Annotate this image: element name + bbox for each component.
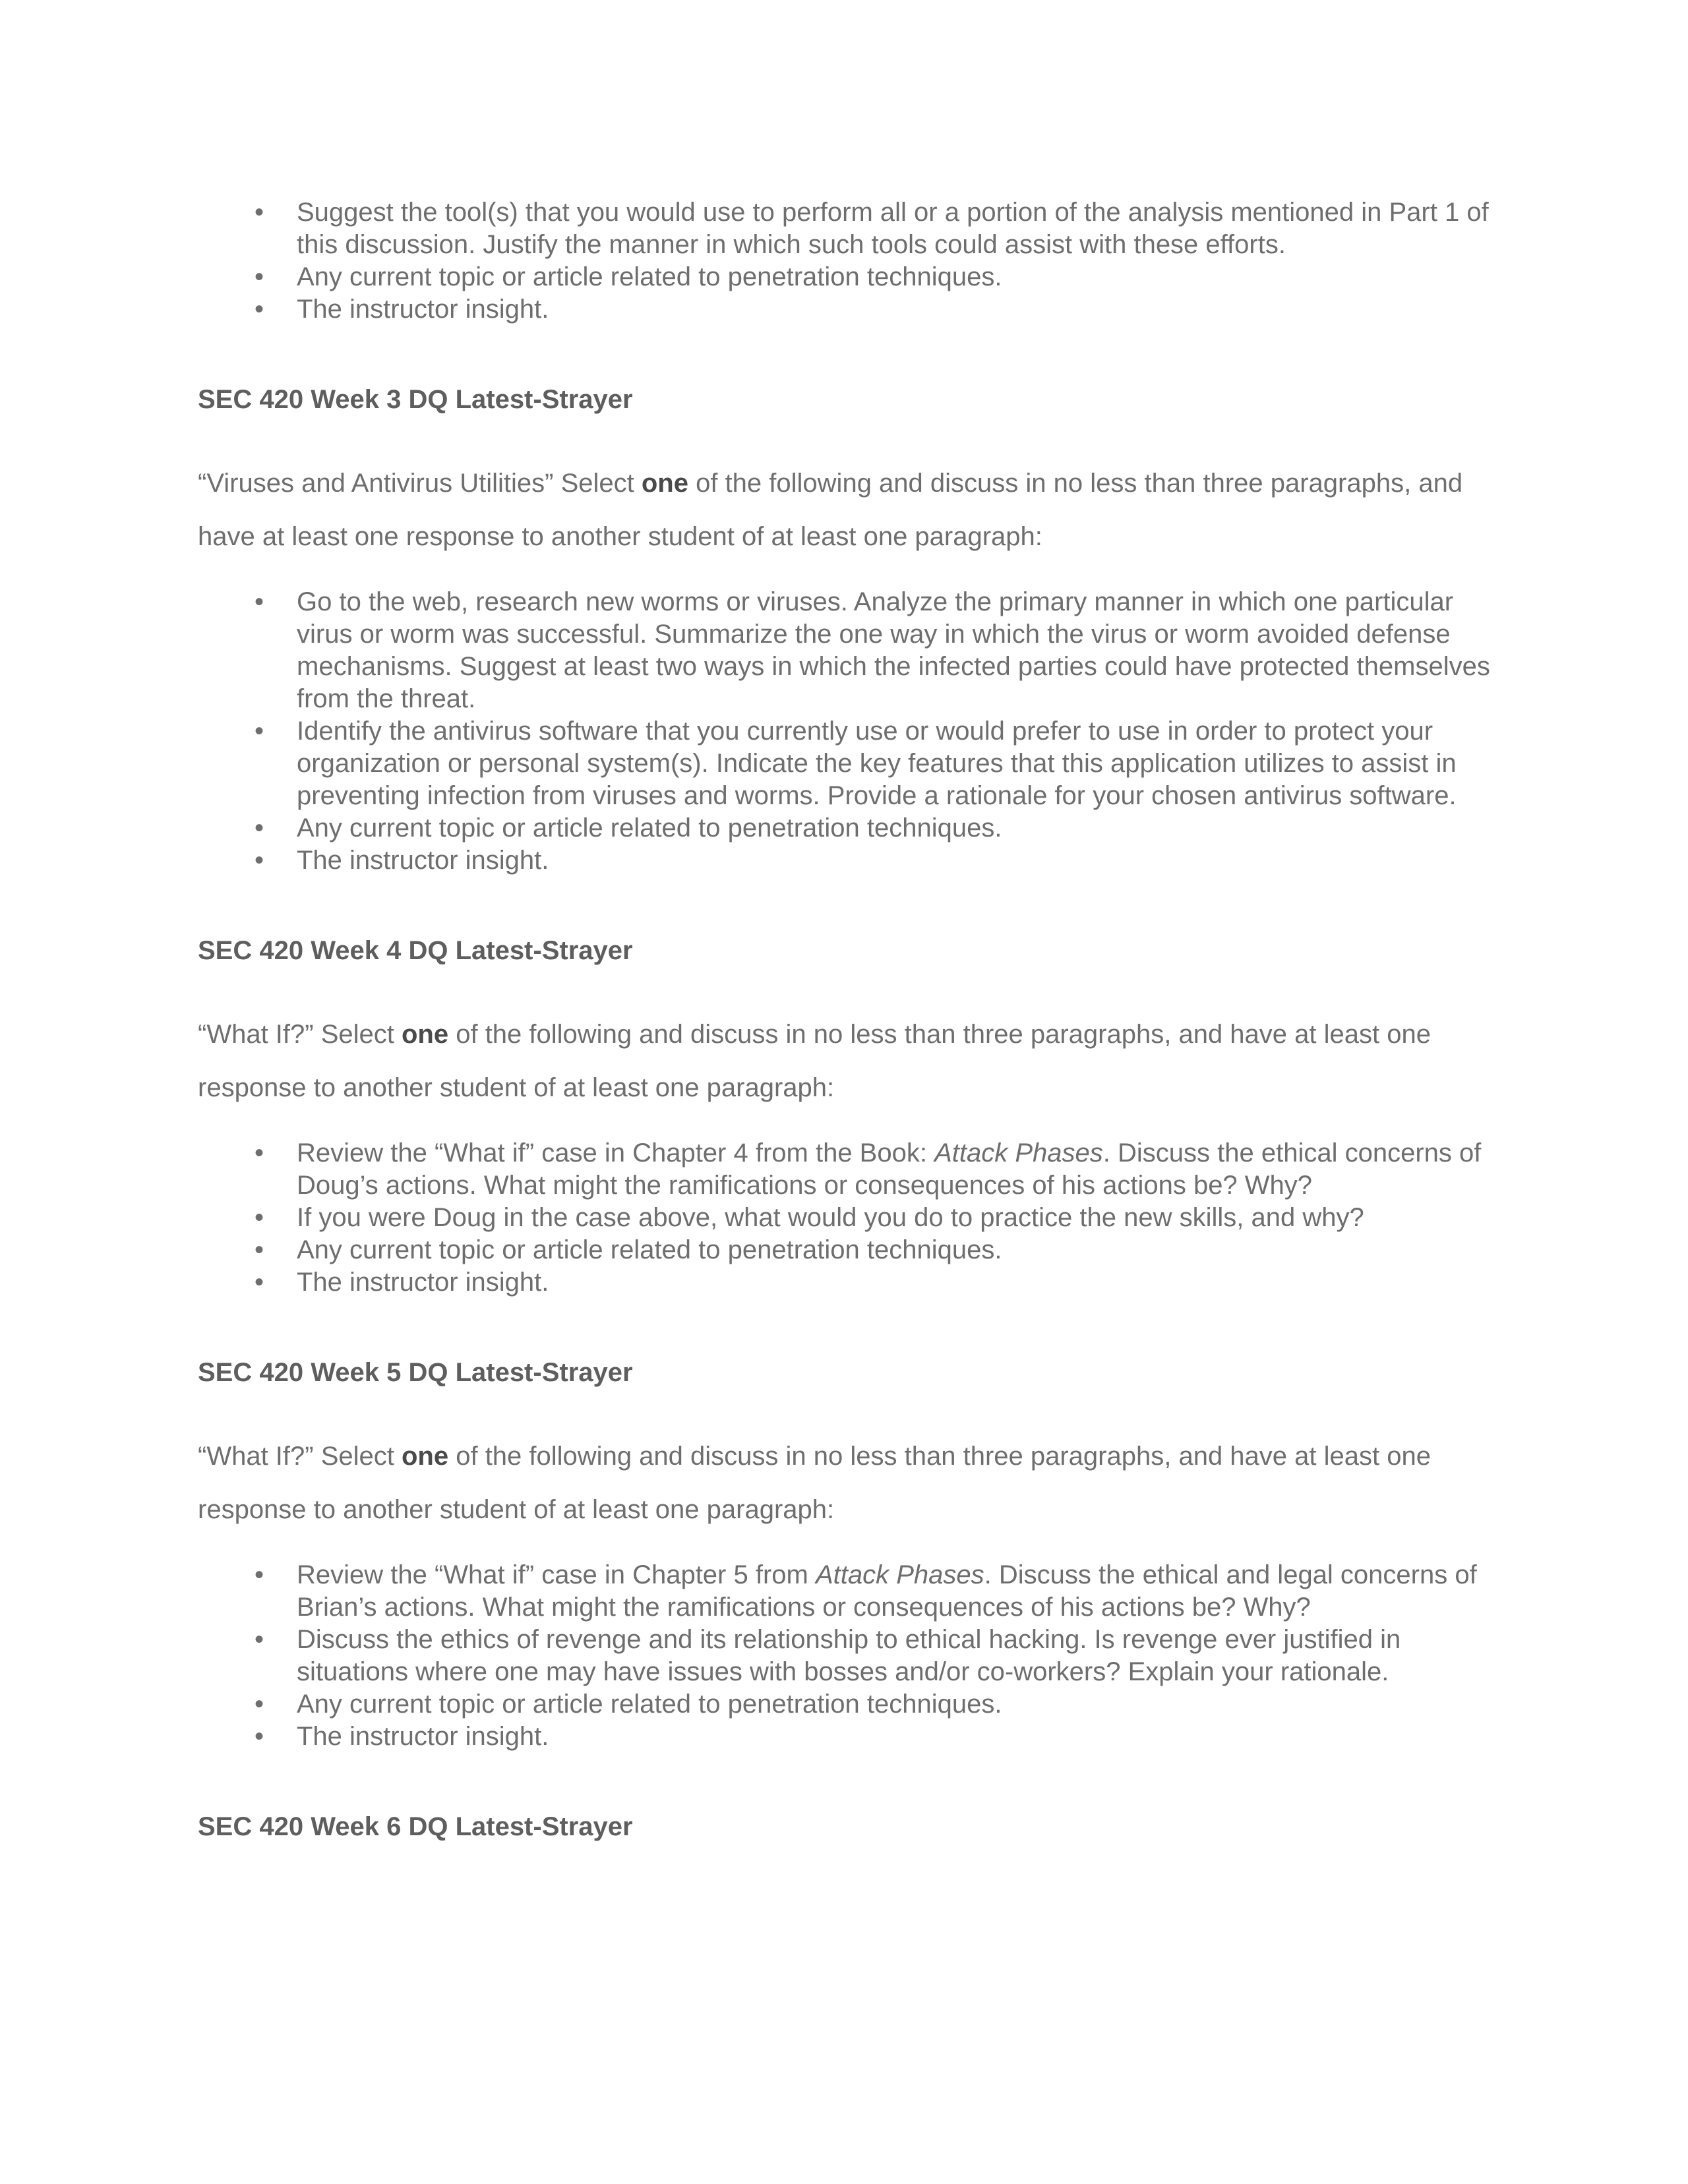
bullet-icon: • xyxy=(254,1138,264,1167)
bullet-icon: • xyxy=(254,717,264,746)
list-item: • Identify the antivirus software that you currently use or would prefer to use in order to protect your organization or personal system(s). Indicate the key features that this application utilizes to assist in preventing infection from viruses and worms. Provide a rationale for your chosen antivirus software. xyxy=(297,715,1490,812)
list-item: • Discuss the ethics of revenge and its relationship to ethical hacking. Is revenge ever justified in situations where one may have issues with bosses and/or co-workers? Explain your rationale. xyxy=(297,1624,1490,1688)
bullet-icon: • xyxy=(254,1690,264,1719)
document-content xyxy=(198,196,1490,1843)
section-intro-week-4: “What If?” Select one of the following and discuss in no less than three paragraphs, and have at least one response to another student of at least one paragraph: xyxy=(198,1020,1431,1102)
week-4-bullet-list xyxy=(198,1137,1490,1299)
bullet-icon: • xyxy=(254,1560,264,1589)
list-item: • Any current topic or article related to penetration techniques. xyxy=(297,1234,1490,1266)
bullet-icon: • xyxy=(254,587,264,616)
section-intro-week-5: “What If?” Select one of the following and discuss in no less than three paragraphs, and have at least one response to another student of at least one paragraph: xyxy=(198,1442,1431,1524)
week-5-bullet-list xyxy=(198,1559,1490,1753)
top-bullet-list xyxy=(198,196,1490,326)
section-heading-week-4: SEC 420 Week 4 DQ Latest-Strayer xyxy=(198,936,633,965)
bullet-icon: • xyxy=(254,1235,264,1264)
section-heading-week-3: SEC 420 Week 3 DQ Latest-Strayer xyxy=(198,385,633,414)
bullet-icon: • xyxy=(254,1722,264,1751)
list-item: • Any current topic or article related to penetration techniques. xyxy=(297,812,1490,844)
bullet-icon: • xyxy=(254,198,264,227)
list-item: • The instructor insight. xyxy=(297,1266,1490,1299)
section-heading-week-5: SEC 420 Week 5 DQ Latest-Strayer xyxy=(198,1358,633,1387)
bullet-icon: • xyxy=(254,295,264,324)
list-item: • The instructor insight. xyxy=(297,293,1490,326)
bullet-icon: • xyxy=(254,1625,264,1654)
list-item: • Any current topic or article related to penetration techniques. xyxy=(297,261,1490,293)
bullet-icon: • xyxy=(254,262,264,291)
list-item: • Suggest the tool(s) that you would use to perform all or a portion of the analysis mentioned in Part 1 of this discussion. Justify the manner in which such tools could assist with these efforts. xyxy=(297,196,1490,261)
list-item: • Go to the web, research new worms or viruses. Analyze the primary manner in which one particular virus or worm was successful. Summarize the one way in which the virus or worm avoided defense mechanisms. Suggest at least two ways in which the infected parties could have protected themselves from the threat. xyxy=(297,586,1490,715)
list-item: • If you were Doug in the case above, what would you do to practice the new skills, and why? xyxy=(297,1202,1490,1234)
section-intro-week-3: “Viruses and Antivirus Utilities” Select one of the following and discuss in no less than three paragraphs, and have at least one response to another student of at least one paragraph: xyxy=(198,469,1463,551)
section-heading-week-6: SEC 420 Week 6 DQ Latest-Strayer xyxy=(198,1812,633,1841)
bullet-icon: • xyxy=(254,1268,264,1297)
list-item: • Review the “What if” case in Chapter 4 from the Book: Attack Phases. Discuss the ethical concerns of Doug’s actions. What might the ramifications or consequences of his actions be? Why? xyxy=(297,1137,1490,1202)
bullet-icon: • xyxy=(254,813,264,842)
list-item: • The instructor insight. xyxy=(297,1721,1490,1753)
bullet-icon: • xyxy=(254,846,264,875)
bullet-icon: • xyxy=(254,1203,264,1232)
list-item: • Review the “What if” case in Chapter 5 from Attack Phases. Discuss the ethical and legal concerns of Brian’s actions. What might the ramifications or consequences of his actions be? Why? xyxy=(297,1559,1490,1624)
week-3-bullet-list xyxy=(198,586,1490,877)
list-item: • Any current topic or article related to penetration techniques. xyxy=(297,1688,1490,1721)
list-item: • The instructor insight. xyxy=(297,844,1490,877)
